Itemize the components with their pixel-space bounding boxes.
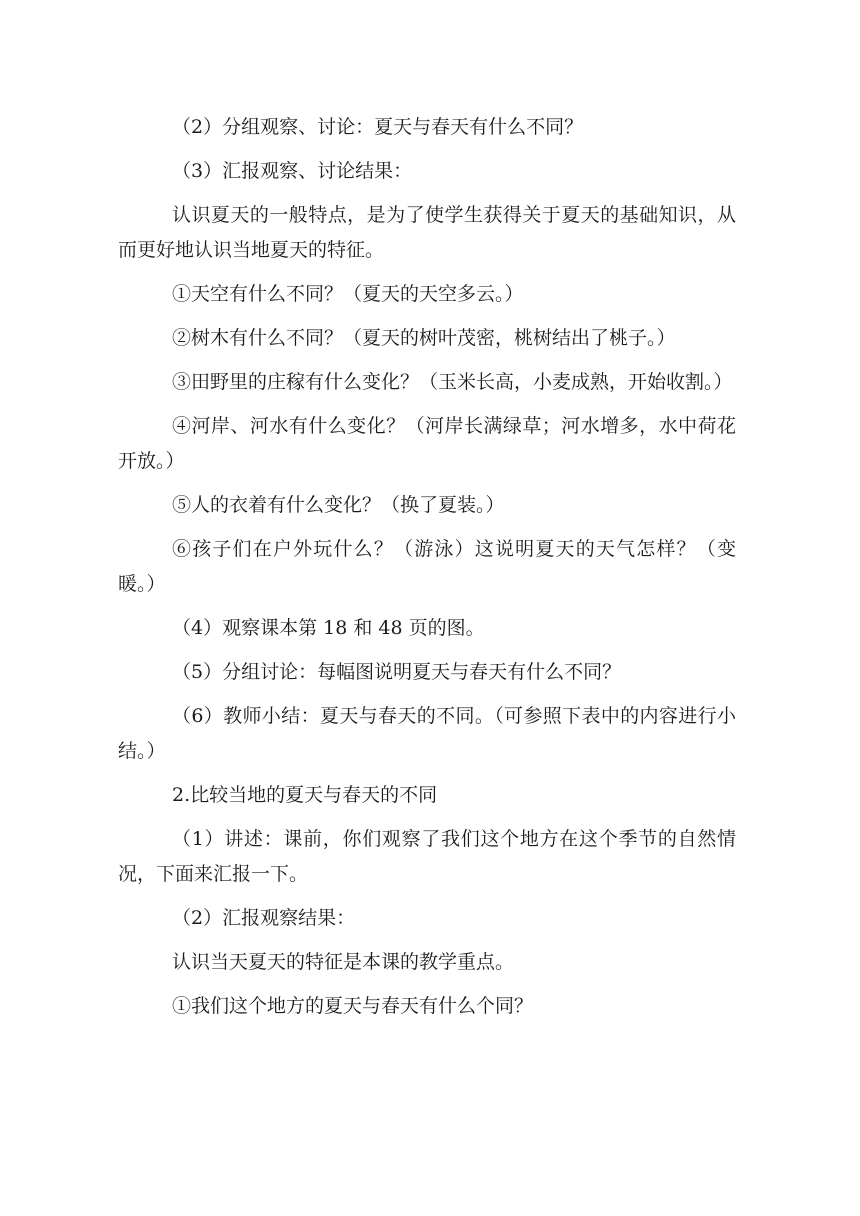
paragraph: ⑥孩子们在户外玩什么？（游泳）这说明夏天的天气怎样？（变暖。） [118, 538, 736, 595]
paragraph: 认识夏天的一般特点，是为了使学生获得关于夏天的基础知识，从而更好地认识当地夏天的特征。 [118, 204, 736, 261]
paragraph: ③田野里的庄稼有什么变化？（玉米长高，小麦成熟，开始收割。） [172, 371, 733, 393]
paragraph: ②树木有什么不同？（夏天的树叶茂密，桃树结出了桃子。） [172, 327, 676, 349]
paragraph: （4）观察课本第 18 和 48 页的图。 [172, 617, 485, 639]
paragraph: ①天空有什么不同？（夏天的天空多云。） [172, 283, 524, 305]
document-body [118, 110, 736, 1024]
paragraph: 认识当天夏天的特征是本课的教学重点。 [172, 951, 515, 973]
paragraph: ④河岸、河水有什么变化？（河岸长满绿草；河水增多，水中荷花开放。） [118, 415, 736, 472]
paragraph: ⑤人的衣着有什么变化？（换了夏装。） [172, 494, 505, 516]
paragraph: （3）汇报观察、讨论结果： [172, 160, 413, 182]
paragraph: （6）教师小结：夏天与春天的不同。（可参照下表中的内容进行小结。） [118, 705, 736, 762]
paragraph: （1）讲述：课前，你们观察了我们这个地方在这个季节的自然情况，下面来汇报一下。 [118, 828, 736, 885]
paragraph: （2）分组观察、讨论：夏天与春天有什么不同？ [172, 116, 584, 138]
paragraph: （5）分组讨论：每幅图说明夏天与春天有什么不同？ [172, 661, 622, 683]
paragraph: ①我们这个地方的夏天与春天有什么个同？ [172, 995, 534, 1017]
paragraph: 2.比较当地的夏天与春天的不同 [172, 784, 438, 806]
paragraph: （2）汇报观察结果： [172, 907, 356, 929]
